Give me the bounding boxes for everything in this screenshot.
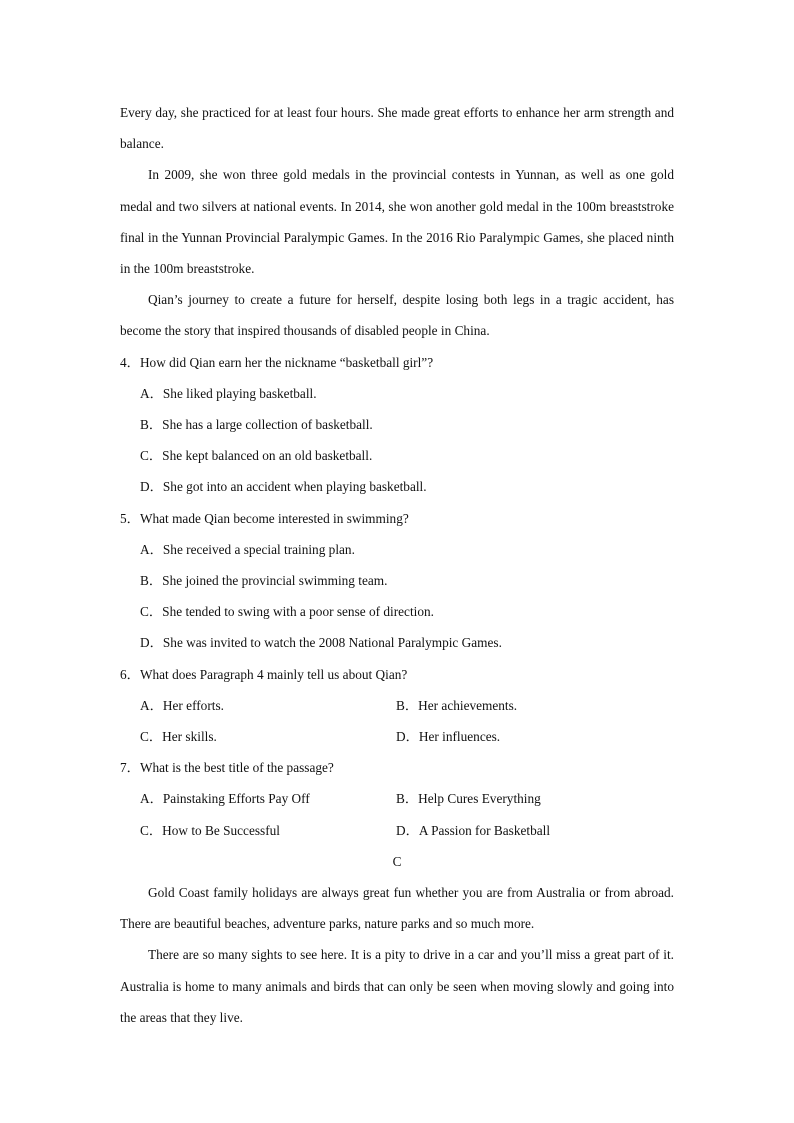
option-letter: C．: [140, 822, 163, 838]
option-text: Her achievements.: [418, 697, 518, 713]
question-7-option-c[interactable]: [140, 815, 396, 846]
question-4-option-a[interactable]: [120, 378, 674, 409]
option-text: She joined the provincial swimming team.: [162, 573, 388, 589]
section-c-heading: C: [392, 853, 402, 869]
question-6-number: 6．: [120, 666, 140, 682]
question-4-text: How did Qian earn her the nickname “basketball girl”?: [139, 354, 434, 370]
option-text: A Passion for Basketball: [418, 822, 551, 838]
question-4-option-d[interactable]: [120, 471, 674, 502]
option-letter: B．: [140, 417, 163, 433]
option-text: Her influences.: [418, 729, 501, 745]
option-letter: D．: [396, 729, 419, 745]
question-4: [120, 347, 674, 378]
option-text: Help Cures Everything: [418, 791, 541, 807]
option-letter: C．: [140, 729, 163, 745]
option-letter: B．: [140, 573, 163, 589]
question-5-text: What made Qian become interested in swimming?: [139, 510, 409, 526]
question-5-option-b[interactable]: [120, 565, 674, 596]
option-letter: D．: [396, 822, 419, 838]
question-7-option-a[interactable]: [140, 783, 396, 814]
question-7-options-row-2: [120, 815, 674, 846]
question-6-option-b[interactable]: [396, 690, 517, 721]
question-4-option-b[interactable]: [120, 409, 674, 440]
question-5-option-d[interactable]: [120, 627, 674, 658]
question-4-number: 4．: [120, 354, 140, 370]
option-letter: A．: [140, 385, 163, 401]
option-text: She tended to swing with a poor sense of direction.: [162, 604, 434, 620]
option-letter: A．: [140, 791, 163, 807]
question-7-options-row-1: [120, 783, 674, 814]
question-5-number: 5．: [120, 510, 140, 526]
option-letter: C．: [140, 604, 163, 620]
option-letter: B．: [396, 791, 419, 807]
option-text: She kept balanced on an old basketball.: [162, 448, 373, 464]
question-7-option-d[interactable]: [396, 815, 550, 846]
question-6-text: What does Paragraph 4 mainly tell us about Qian?: [139, 666, 408, 682]
question-7: [120, 752, 674, 783]
question-6-options-row-1: [120, 690, 674, 721]
option-text: She got into an accident when playing basketball.: [162, 479, 427, 495]
option-text: Painstaking Efforts Pay Off: [162, 791, 310, 807]
option-text: She was invited to watch the 2008 National Paralympic Games.: [162, 635, 502, 651]
option-text: Her skills.: [162, 729, 217, 745]
option-letter: A．: [140, 697, 163, 713]
question-5-option-a[interactable]: [120, 534, 674, 565]
option-text: She received a special training plan.: [162, 541, 355, 557]
option-text: She has a large collection of basketball.: [162, 417, 373, 433]
passage-b-paragraph-2: In 2009, she won three gold medals in the provincial contests in Yunnan, as well as one gold medal and two silvers at national events. In 2014, she won another gold medal in the 100m breaststroke final in the Yunnan Provincial Paralympic Games. In the 2016 Rio Paralympic Games, she placed ninth in the 100m breaststroke.: [120, 167, 674, 277]
option-letter: A．: [140, 541, 163, 557]
option-text: She liked playing basketball.: [162, 385, 317, 401]
section-c-paragraph-1: Gold Coast family holidays are always great fun whether you are from Australia or from abroad. There are beautiful beaches, adventure parks, nature parks and so much more.: [120, 885, 674, 932]
option-letter: C．: [140, 448, 163, 464]
section-c-paragraph-2: There are so many sights to see here. It is a pity to drive in a car and you’ll miss a great part of it. Australia is home to many animals and birds that can only be seen when moving slowly and going into the areas that they live.: [120, 947, 674, 1025]
question-7-text: What is the best title of the passage?: [139, 760, 334, 776]
question-6-option-c[interactable]: [140, 721, 396, 752]
question-7-option-b[interactable]: [396, 783, 541, 814]
option-text: Her efforts.: [162, 697, 224, 713]
question-6: [120, 659, 674, 690]
option-letter: D．: [140, 479, 163, 495]
option-letter: B．: [396, 697, 419, 713]
option-text: How to Be Successful: [162, 822, 280, 838]
question-6-option-d[interactable]: [396, 721, 500, 752]
document-page: [120, 97, 674, 1033]
passage-b-paragraph-1: Every day, she practiced for at least four hours. She made great efforts to enhance her arm strength and balance.: [120, 105, 674, 152]
passage-b-paragraph-3: Qian’s journey to create a future for herself, despite losing both legs in a tragic accident, has become the story that inspired thousands of disabled people in China.: [120, 292, 674, 339]
question-6-options-row-2: [120, 721, 674, 752]
question-7-number: 7．: [120, 760, 140, 776]
option-letter: D．: [140, 635, 163, 651]
question-6-option-a[interactable]: [140, 690, 396, 721]
question-5-option-c[interactable]: [120, 596, 674, 627]
question-5: [120, 503, 674, 534]
question-4-option-c[interactable]: [120, 440, 674, 471]
